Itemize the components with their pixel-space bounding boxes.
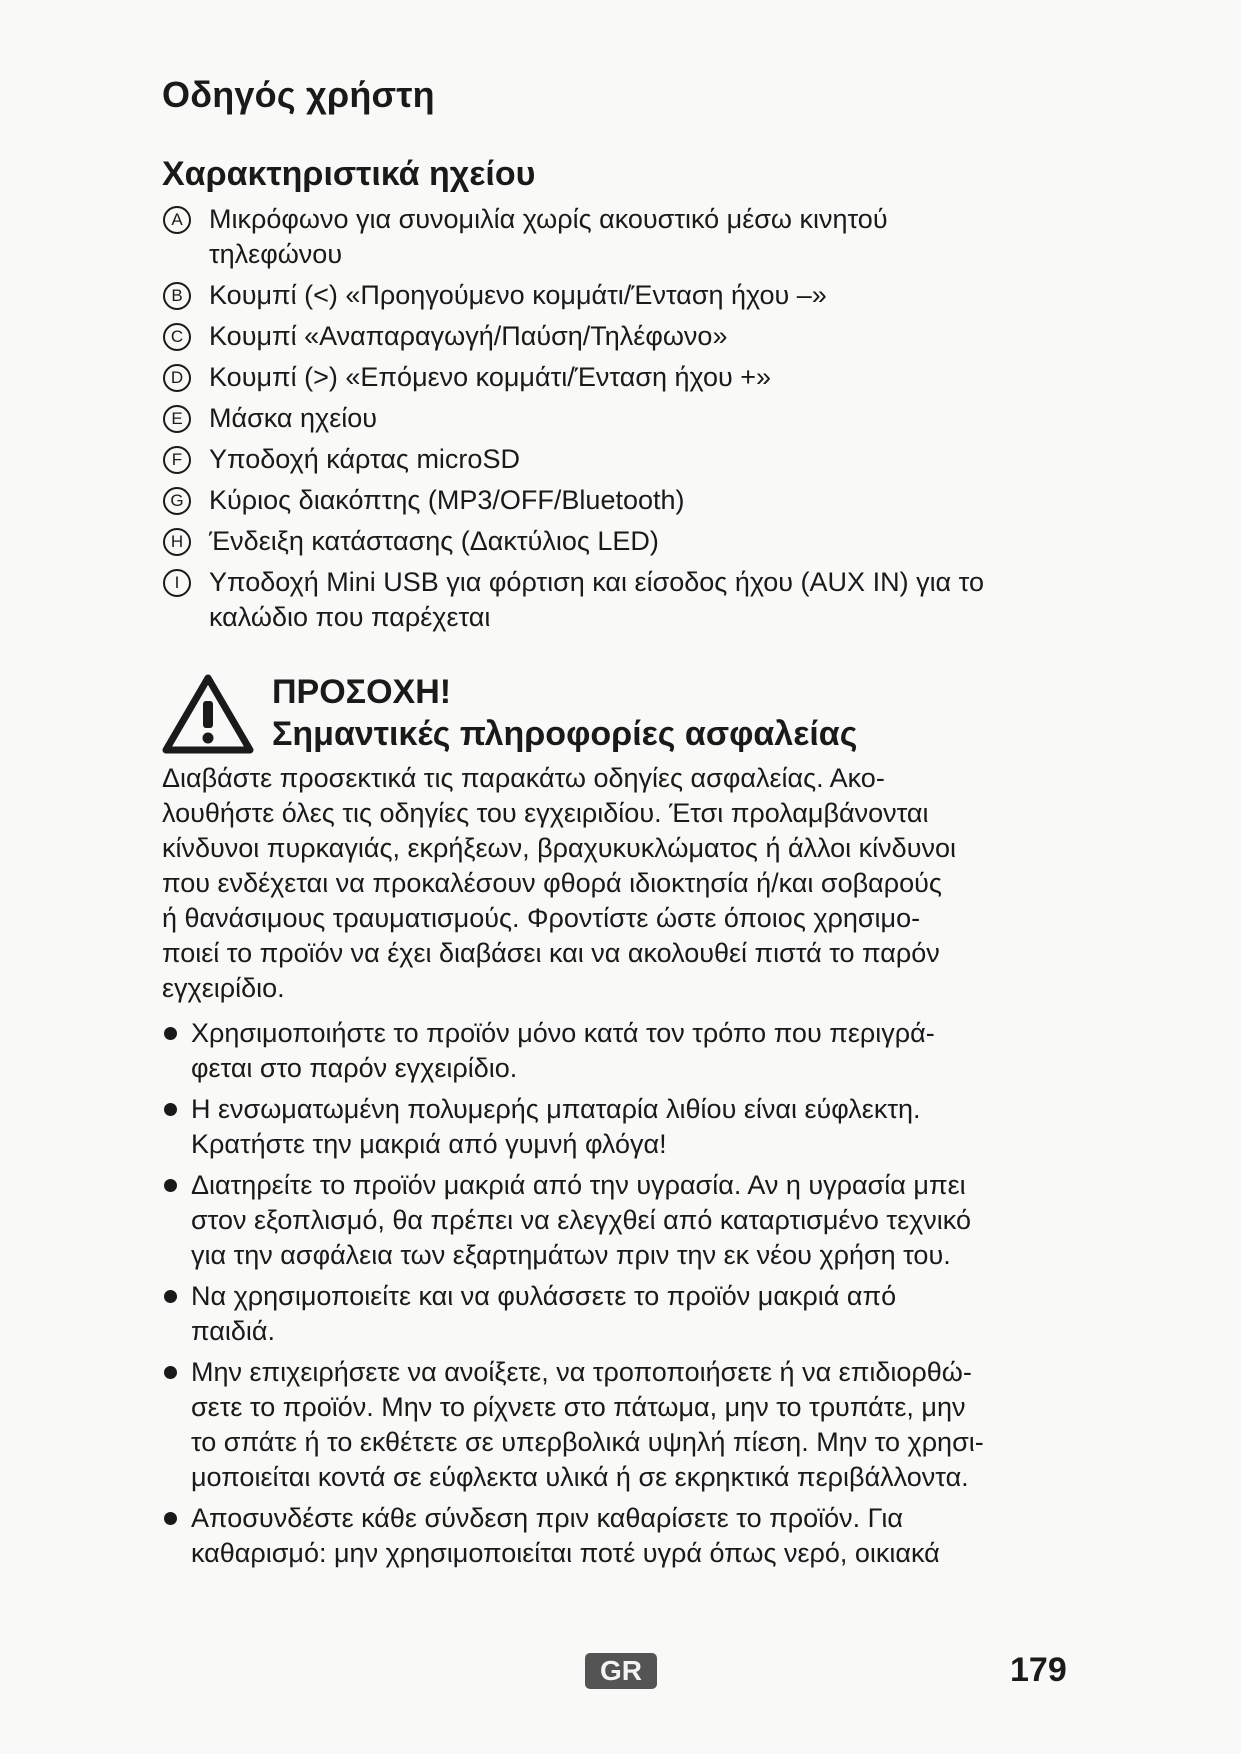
bullet-line: Χρησιμοποιήστε το προϊόν μόνο κατά τον τρόπο που περιγρά- [191, 1017, 935, 1048]
bullet-line: Η ενσωματωμένη πολυμερής μπαταρία λιθίου είναι εύφλεκτη. [191, 1093, 921, 1124]
warning-heading: ΠΡΟΣΟΧΗ! [272, 672, 452, 711]
circled-letter-f: F [163, 446, 191, 474]
feature-text-line: Μικρόφωνο για συνομιλία χωρίς ακουστικό μέσω κινητού [209, 203, 888, 234]
bullet-line: στον εξοπλισμό, θα πρέπει να ελεγχθεί από καταρτισμένο τεχνικό [191, 1204, 971, 1235]
bullet-line: Μην επιχειρήσετε να ανοίξετε, να τροποποιήσετε ή να επιδιορθώ- [191, 1356, 972, 1387]
feature-text-line: Κύριος διακόπτης (MP3/OFF/Bluetooth) [209, 484, 685, 515]
feature-item [162, 524, 1082, 559]
intro-line: ή θανάσιμους τραυματισμούς. Φροντίστε ώστε όποιος χρησιμο- [162, 902, 921, 933]
circled-letter-a: A [163, 206, 191, 234]
bullet-line: μοποιείται κοντά σε εύφλεκτα υλικά ή σε εκρηκτικά περιβάλλοντα. [191, 1461, 969, 1492]
page-number: 179 [1010, 1651, 1067, 1689]
feature-item [162, 319, 1082, 354]
page-content [162, 72, 1082, 1577]
safety-bullet [162, 1355, 1082, 1495]
bullet-dot-icon [164, 1512, 177, 1525]
warning-titles [272, 671, 857, 755]
feature-text-line: Υποδοχή κάρτας microSD [209, 443, 520, 474]
feature-text-line: Κουμπί «Αναπαραγωγή/Παύση/Τηλέφωνο» [209, 320, 728, 351]
feature-text-line: Κουμπί (<) «Προηγούμενο κομμάτι/Ένταση ήχου –» [209, 279, 827, 310]
safety-bullet [162, 1168, 1082, 1273]
features-list [162, 202, 1082, 635]
feature-text-line: Μάσκα ηχείου [209, 402, 378, 433]
warning-triangle-icon [162, 673, 254, 755]
feature-item [162, 360, 1082, 395]
bullet-line: για την ασφάλεια των εξαρτημάτων πριν την εκ νέου χρήση του. [191, 1239, 951, 1270]
feature-item [162, 565, 1082, 635]
bullet-line: καθαρισμό: μην χρησιμοποιείται ποτέ υγρά όπως νερό, οικιακά [191, 1537, 940, 1568]
bullet-line: το σπάτε ή το εκθέτετε σε υπερβολικά υψηλή πίεση. Μην το χρησι- [191, 1426, 984, 1457]
warning-header [162, 671, 1082, 755]
page-title: Οδηγός χρήστη [162, 74, 435, 115]
bullet-line: παιδιά. [191, 1315, 275, 1346]
feature-item [162, 483, 1082, 518]
bullet-line: Κρατήστε την μακριά από γυμνή φλόγα! [191, 1128, 667, 1159]
circled-letter-g: G [163, 487, 191, 515]
warning-subheading: Σημαντικές πληροφορίες ασφαλείας [272, 714, 858, 753]
circled-letter-d: D [163, 364, 191, 392]
bullet-dot-icon [164, 1103, 177, 1116]
intro-line: Διαβάστε προσεκτικά τις παρακάτω οδηγίες ασφαλείας. Ακο- [162, 762, 885, 793]
bullet-line: φεται στο παρόν εγχειρίδιο. [191, 1052, 518, 1083]
circled-letter-c: C [163, 323, 191, 351]
language-badge: GR [585, 1653, 657, 1689]
intro-line: εγχειρίδιο. [162, 972, 285, 1003]
bullet-dot-icon [164, 1027, 177, 1040]
bullet-line: Να χρησιμοποιείτε και να φυλάσσετε το προϊόν μακριά από [191, 1280, 897, 1311]
safety-bullet [162, 1501, 1082, 1571]
intro-line: λουθήστε όλες τις οδηγίες του εγχειριδίου. Έτσι προλαμβάνονται [162, 797, 929, 828]
bullet-line: Αποσυνδέστε κάθε σύνδεση πριν καθαρίσετε το προϊόν. Για [191, 1502, 903, 1533]
feature-text-line: τηλεφώνου [209, 238, 343, 269]
feature-item [162, 442, 1082, 477]
safety-bullet [162, 1016, 1082, 1086]
bullet-dot-icon [164, 1179, 177, 1192]
bullet-dot-icon [164, 1366, 177, 1379]
feature-text-line: Ένδειξη κατάστασης (Δακτύλιος LED) [209, 525, 659, 556]
bullet-dot-icon [164, 1290, 177, 1303]
safety-bullet [162, 1092, 1082, 1162]
safety-bullet [162, 1279, 1082, 1349]
feature-text-line: καλώδιο που παρέχεται [209, 601, 491, 632]
feature-text-line: Κουμπί (>) «Επόμενο κομμάτι/Ένταση ήχου +» [209, 361, 772, 392]
intro-line: κίνδυνοι πυρκαγιάς, εκρήξεων, βραχυκυκλώματος ή άλλοι κίνδυνοι [162, 832, 956, 863]
circled-letter-b: B [163, 282, 191, 310]
features-heading: Χαρακτηριστικά ηχείου [162, 155, 536, 193]
bullet-line: Διατηρείτε το προϊόν μακριά από την υγρασία. Αν η υγρασία μπει [191, 1169, 966, 1200]
feature-item [162, 202, 1082, 272]
bullet-line: σετε το προϊόν. Μην το ρίχνετε στο πάτωμα, μην το τρυπάτε, μην [191, 1391, 966, 1422]
intro-line: ποιεί το προϊόν να έχει διαβάσει και να ακολουθεί πιστά το παρόν [162, 937, 940, 968]
circled-letter-h: H [163, 528, 191, 556]
circled-letter-e: E [163, 405, 191, 433]
feature-item [162, 278, 1082, 313]
circled-letter-i: I [163, 569, 191, 597]
safety-bullet-list [162, 1016, 1082, 1571]
safety-intro-paragraph [162, 761, 1082, 1006]
feature-text-line: Υποδοχή Mini USB για φόρτιση και είσοδος ήχου (AUX IN) για το [209, 566, 984, 597]
intro-line: που ενδέχεται να προκαλέσουν φθορά ιδιοκτησία ή/και σοβαρούς [162, 867, 942, 898]
feature-item [162, 401, 1082, 436]
